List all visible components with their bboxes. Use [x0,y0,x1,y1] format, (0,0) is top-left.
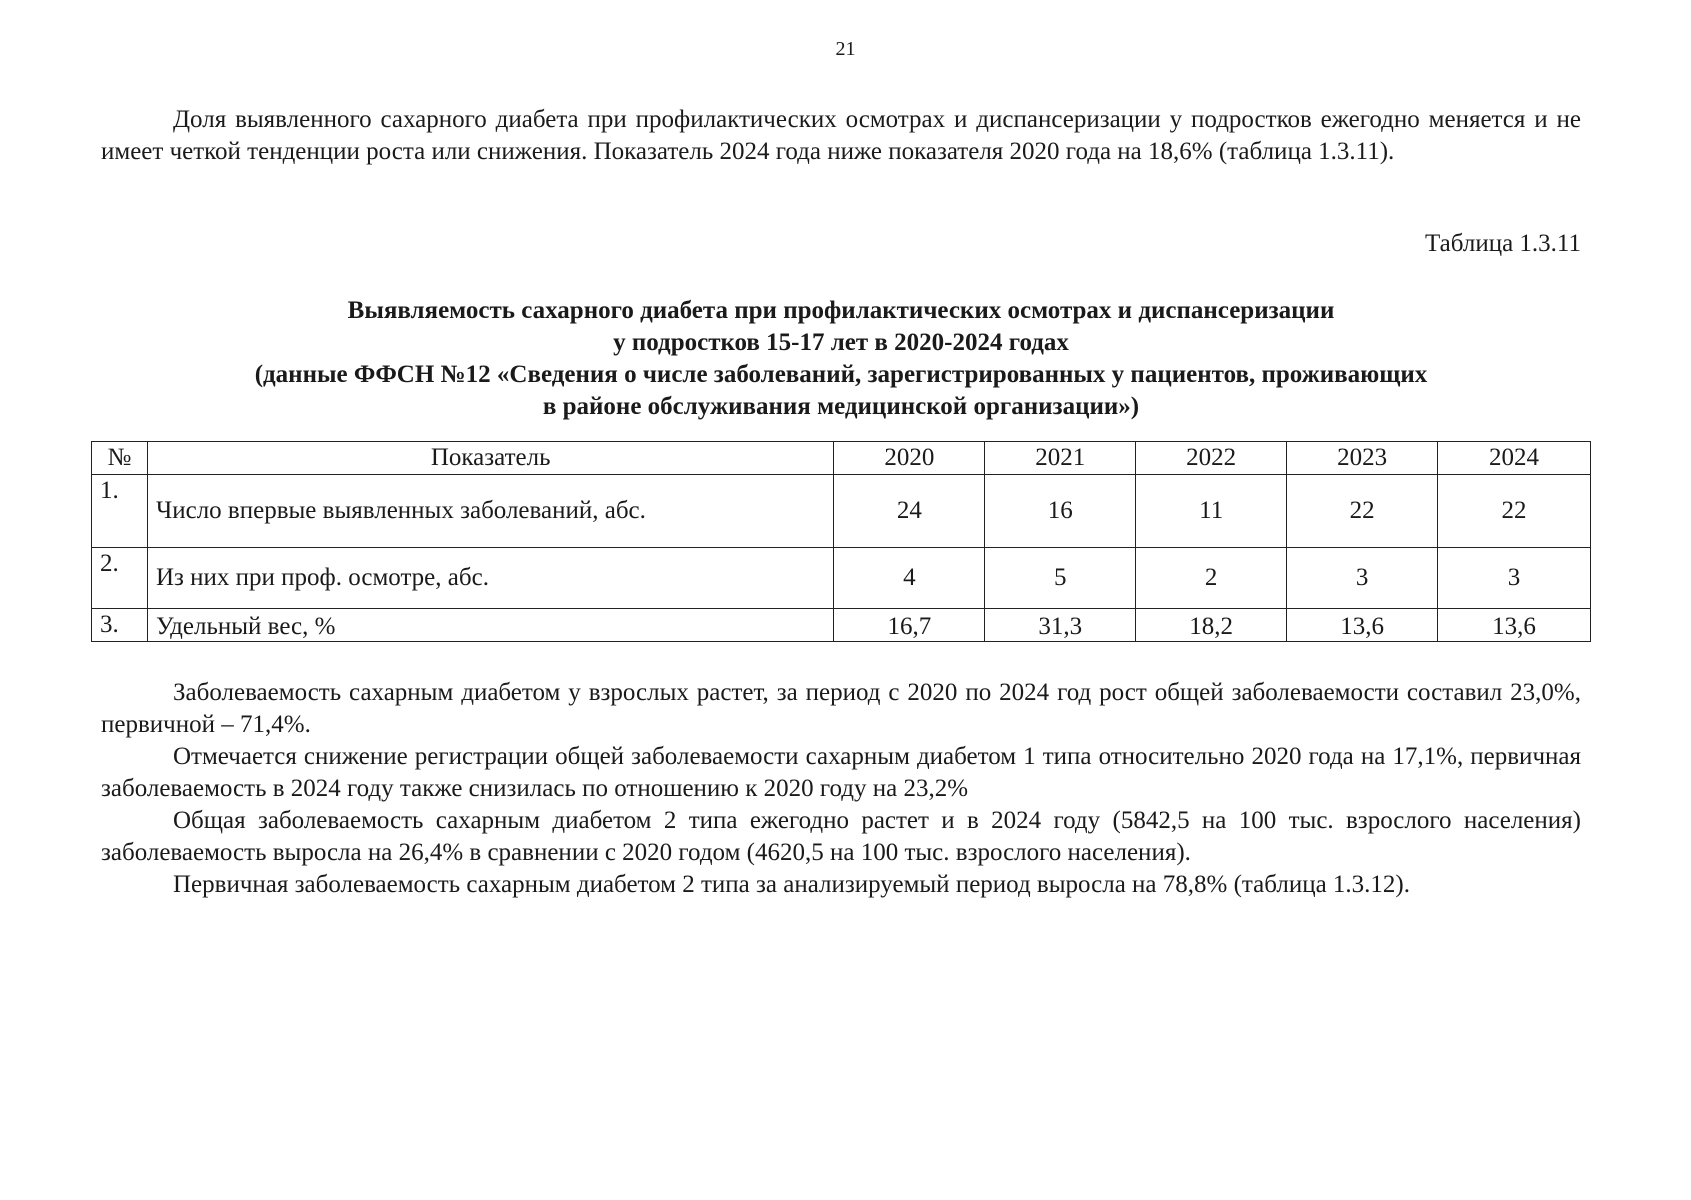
table-row [92,548,1591,609]
row-number: 3. [92,609,148,642]
table-title-line: Выявляемость сахарного диабета при профилактических осмотрах и диспансеризации [347,297,1335,324]
cell-value: 5 [985,548,1136,609]
body-paragraph: Первичная заболеваемость сахарным диабетом 2 типа за анализируемый период выросла на 78,8% (таблица 1.3.12). [173,871,1411,898]
table-header-row [92,442,1591,475]
cell-value: 16 [985,475,1136,548]
row-label: Из них при проф. осмотре, абс. [147,548,833,609]
cell-value: 3 [1287,548,1438,609]
header-year-2022: 2022 [1136,442,1287,475]
header-indicator: Показатель [147,442,833,475]
cell-value: 22 [1438,475,1591,548]
row-number: 2. [92,548,148,609]
header-year-2020: 2020 [834,442,985,475]
header-year-2023: 2023 [1287,442,1438,475]
row-label: Удельный вес, % [147,609,833,642]
cell-value: 24 [834,475,985,548]
body-paragraph: Заболеваемость сахарным диабетом у взрослых растет, за период с 2020 по 2024 год рост общей заболеваемости составил 23,0%, первичной – 71,4%. [101,679,1581,738]
cell-value: 3 [1438,548,1591,609]
cell-value: 11 [1136,475,1287,548]
header-number: № [92,442,148,475]
header-year-2021: 2021 [985,442,1136,475]
body-paragraph: Отмечается снижение регистрации общей заболеваемости сахарным диабетом 1 типа относительно 2020 года на 17,1%, первичная заболеваемость в 2024 году также снизилась по отношению к 2020 году на 23,2% [101,743,1581,802]
cell-value: 31,3 [985,609,1136,642]
table-row [92,475,1591,548]
cell-value: 16,7 [834,609,985,642]
cell-value: 4 [834,548,985,609]
table-title-line: в районе обслуживания медицинской организации») [542,393,1140,420]
row-label: Число впервые выявленных заболеваний, абс. [147,475,833,548]
cell-value: 2 [1136,548,1287,609]
cell-value: 22 [1287,475,1438,548]
intro-paragraph: Доля выявленного сахарного диабета при профилактических осмотрах и диспансеризации у подростков ежегодно меняется и не имеет четкой тенденции роста или снижения. Показатель 2024 года ниже показателя 2020 года на 18,6% (таблица 1.3.11). [101,106,1581,165]
cell-value: 18,2 [1136,609,1287,642]
cell-value: 13,6 [1287,609,1438,642]
page-number: 21 [835,38,856,60]
row-number: 1. [92,475,148,548]
body-paragraph: Общая заболеваемость сахарным диабетом 2 типа ежегодно растет и в 2024 году (5842,5 на 100 тыс. взрослого населения) заболеваемость выросла на 26,4% в сравнении с 2020 годом (4620,5 на 100 тыс. взрослого населения). [101,807,1581,866]
table-caption: Таблица 1.3.11 [1425,230,1581,257]
data-table [91,441,1591,642]
table-title [101,295,1581,423]
table-title-line: у подростков 15-17 лет в 2020-2024 годах [613,329,1069,356]
header-year-2024: 2024 [1438,442,1591,475]
cell-value: 13,6 [1438,609,1591,642]
table-row [92,609,1591,642]
table-title-line: (данные ФФСН №12 «Сведения о числе заболеваний, зарегистрированных у пациентов, проживающих [254,361,1428,388]
